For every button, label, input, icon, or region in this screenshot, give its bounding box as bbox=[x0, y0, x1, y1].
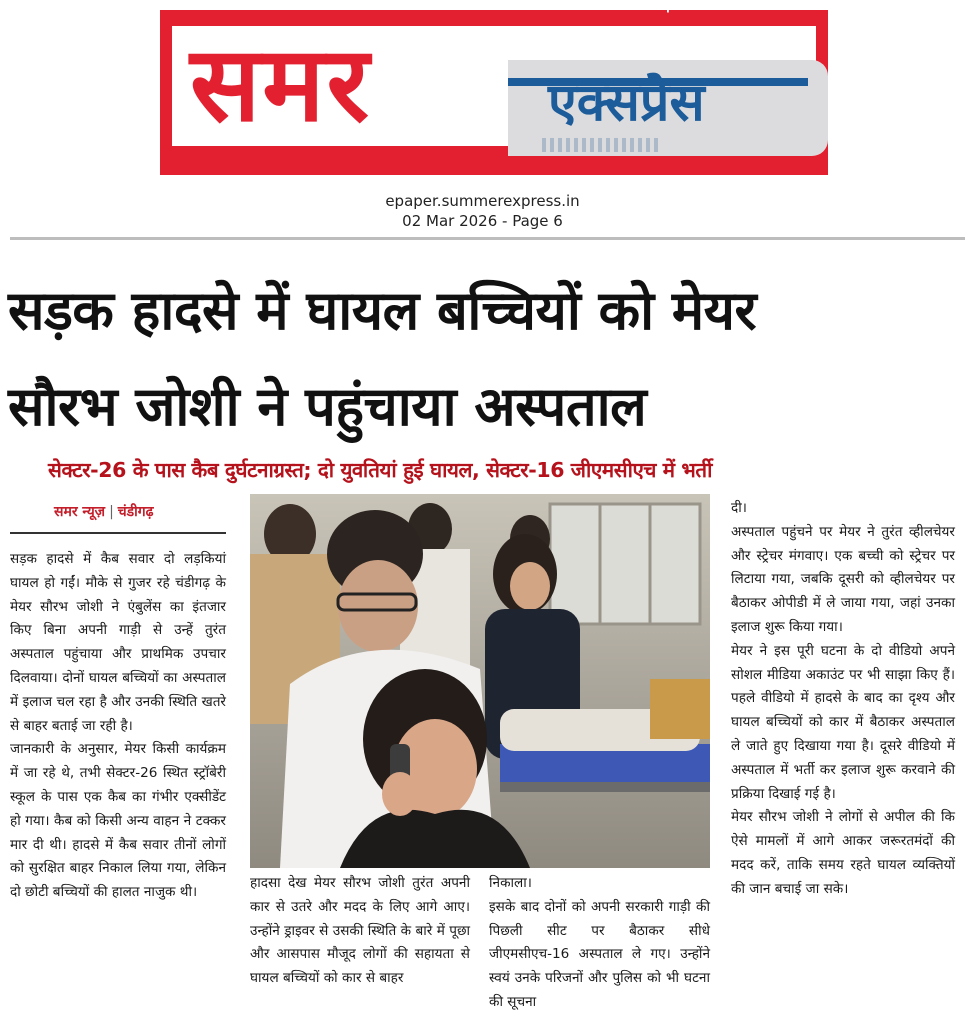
article-paragraph: इसके बाद दोनों को अपनी सरकारी गाड़ी की पिछली सीट पर बैठाकर सीधे जीएमसीएच-16 अस्पताल ले गए। उन्होंने स्वयं उनके परिजनों और पुलिस को भी घटना की सूचना bbox=[489, 898, 710, 1010]
byline-divider bbox=[10, 532, 226, 534]
article-paragraph: सड़क हादसे में कैब सवार दो लड़कियां घायल हो गईं। मौके से गुजर रहे चंडीगढ़ के मेयर सौरभ जोशी ने एंबुलेंस का इंतजार किए बिना अपनी गाड़ी से उन्हें तुरंत अस्पताल पहुंचाया और प्राथमिक उपचार दिलवाया। दोनों घायल बच्चियों का अस्पताल में इलाज चल रहा है और उनकी स्थिति खतरे से बाहर बताई जा रही है। bbox=[10, 551, 226, 734]
byline bbox=[54, 502, 154, 521]
news-photo bbox=[250, 494, 710, 868]
byline-city: चंडीगढ़ bbox=[117, 504, 154, 520]
article-paragraph: हादसा देख मेयर सौरभ जोशी तुरंत अपनी कार से उतरे और मदद के लिए आगे आए। उन्होंने ड्राइवर से उसकी स्थिति के बारे में पूछा और आसपास मौजूद लोगों की सहायता से घायल बच्चियों को कार से बाहर bbox=[250, 875, 470, 987]
byline-source: समर न्यूज़ bbox=[54, 504, 106, 520]
headline-line-2: सौरभ जोशी ने पहुंचाया अस्पताल bbox=[8, 375, 647, 438]
article-paragraph: मेयर सौरभ जोशी ने लोगों से अपील की कि ऐसे मामलों में आगे आकर जरूरतमंदों की मदद करें, ताकि समय रहते घायल व्यक्तियों की जान बचाई जा सके। bbox=[731, 809, 955, 897]
masthead-logo bbox=[160, 0, 828, 175]
article-paragraph: मेयर ने इस पूरी घटना के दो वीडियो अपने सोशल मीडिया अकाउंट पर भी साझा किए हैं। पहले वीडियो में हादसे के बाद का दृश्य और घायल बच्चियों को कार में बैठाकर अस्पताल ले जाते हुए दिखाया गया है। दूसरे वीडियो में अस्पताल में भर्ती कर इलाज शुरू करवाने की प्रक्रिया दिखाई गई है। bbox=[731, 642, 955, 802]
masthead-url: www.summerexpress.in bbox=[567, 0, 716, 13]
article-paragraph: दी। bbox=[731, 500, 747, 516]
subheadline: सेक्टर-26 के पास कैब दुर्घटनाग्रस्त; दो युवतियां हुई घायल, सेक्टर-16 जीएमसीएच में भर्ती bbox=[48, 458, 712, 482]
masthead-arrow-pattern bbox=[542, 138, 662, 152]
article-column-2 bbox=[250, 872, 470, 991]
masthead-title-red: समर bbox=[190, 23, 372, 145]
article-column-3 bbox=[489, 872, 710, 1015]
cursor-arrow-icon: ↖ bbox=[717, 0, 728, 13]
article-paragraph: निकाला। bbox=[489, 875, 532, 891]
article-column-1 bbox=[10, 548, 226, 905]
epaper-date-page: 02 Mar 2026 - Page 6 bbox=[402, 212, 563, 230]
hospital-scene-photo bbox=[250, 494, 710, 868]
masthead-panel bbox=[172, 23, 816, 146]
article-paragraph: अस्पताल पहुंचने पर मेयर ने तुरंत व्हीलचेयर और स्ट्रेचर मंगवाए। एक बच्ची को स्ट्रेचर पर लिटाया गया, जबकि दूसरी को व्हीलचेयर पर बैठाकर ओपीडी में ले जाया गया, जहां उनका इलाज शुरू किया गया। bbox=[731, 523, 955, 635]
epaper-site: epaper.summerexpress.in bbox=[385, 192, 580, 210]
article-column-4 bbox=[731, 497, 955, 902]
header-divider bbox=[10, 237, 965, 240]
headline-line-1: सड़क हादसे में घायल बच्चियों को मेयर bbox=[8, 279, 757, 342]
article-paragraph: जानकारी के अनुसार, मेयर किसी कार्यक्रम में जा रहे थे, तभी सेक्टर-26 स्थित स्ट्रॉबेरी स्कूल के पास एक कैब का गंभीर एक्सीडेंट हो गया। कैब को किसी अन्य वाहन ने टक्कर मार दी थी। हादसे में कैब सवार तीनों लोगों को सुरक्षित बाहर निकाल लिया गया, लेकिन दो छोटी बच्चियों की हालत नाजुक थी। bbox=[10, 741, 226, 901]
byline-separator: | bbox=[109, 504, 114, 520]
masthead-title-blue: एक्सप्रेस bbox=[548, 73, 705, 133]
